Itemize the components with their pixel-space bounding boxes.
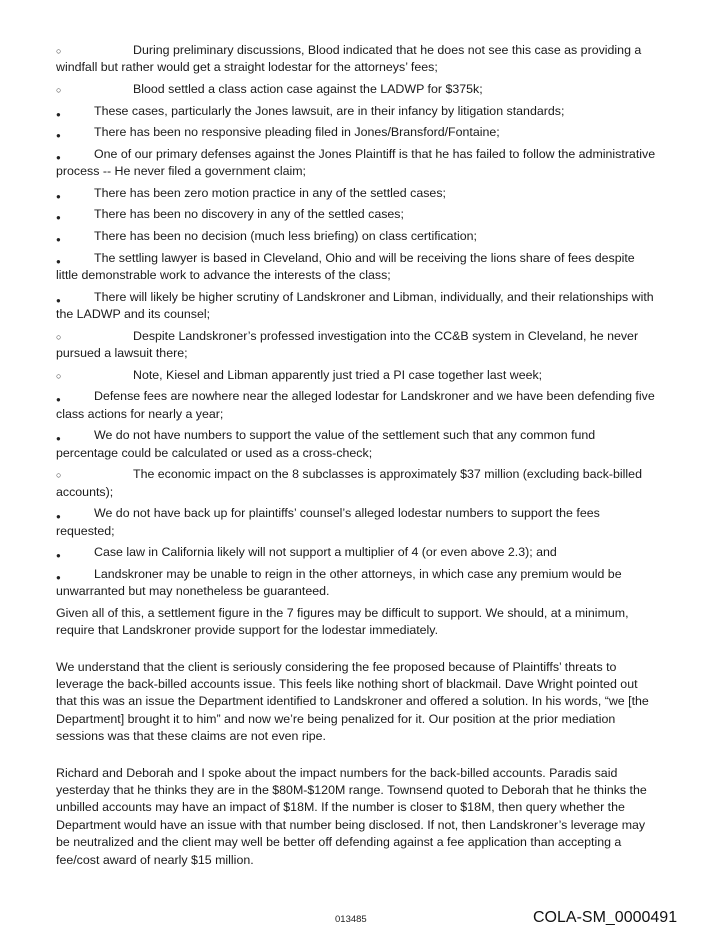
list-item bbox=[56, 505, 656, 540]
bullet-icon: ● bbox=[56, 395, 61, 405]
list-item bbox=[56, 544, 656, 561]
bullet-icon: ● bbox=[56, 295, 61, 305]
list-item-text: We do not have back up for plaintiffs’ counsel’s alleged lodestar numbers to support the fees requested; bbox=[56, 506, 600, 538]
list-item-text: We do not have numbers to support the value of the settlement such that any common fund percentage could be calculated or used as a cross-check; bbox=[56, 428, 596, 460]
list-item-text: Blood settled a class action case against the LADWP for $375k; bbox=[133, 82, 483, 96]
bullet-icon: ● bbox=[56, 213, 61, 223]
bullet-icon: ● bbox=[56, 234, 61, 244]
hollow-bullet-icon: ○ bbox=[56, 46, 62, 56]
list-item bbox=[56, 328, 656, 363]
paragraph-blackmail: We understand that the client is seriously considering the fee proposed because of Plaintiffs’ threats to leverage the back-billed accounts issue. This feels like nothing short of blackmail. Dave Wright pointed out that this was an issue the Department identified to Landskroner and offered a solution. In his words, “we [the Department] brought it to him” and now we’re being penalized for it. Our position at the prior mediation sessions was that these claims are not even ripe. bbox=[56, 659, 649, 744]
paragraph-impact-numbers: Richard and Deborah and I spoke about the impact numbers for the back-billed accounts. Paradis said yesterday that he thinks they are in the $80M-$120M range. Townsend quoted to Deborah that he thinks the unbilled accounts may have an impact of $18M. If the number is closer to $18M, then query whether the Department would have an issue with that number being disclosed. If not, then Landskroner’s leverage may be neutralized and the client may well be better off defending against a fee application than accepting a fee/cost award of nearly $15 million. bbox=[56, 765, 647, 867]
hollow-bullet-icon: ○ bbox=[56, 331, 62, 342]
list-item-text: Despite Landskroner’s professed investigation into the CC&B system in Cleveland, he never pursued a lawsuit there; bbox=[56, 328, 639, 360]
document-body bbox=[56, 42, 656, 869]
list-item-text: Note, Kiesel and Libman apparently just tried a PI case together last week; bbox=[133, 367, 543, 382]
list-item bbox=[56, 250, 656, 285]
list-item-text: One of our primary defenses against the Jones Plaintiff is that he has failed to follow the administrative process -- He never filed a government claim; bbox=[56, 146, 656, 179]
list-item bbox=[56, 81, 656, 98]
list-item-text: There has been no responsive pleading filed in Jones/Bransford/Fontaine; bbox=[94, 125, 500, 140]
bullet-icon: ● bbox=[56, 551, 61, 561]
list-item bbox=[56, 289, 656, 324]
list-item-text: Defense fees are nowhere near the alleged lodestar for Landskroner and we have been defending five class actions for nearly a year; bbox=[56, 389, 655, 421]
list-item-text: The settling lawyer is based in Cleveland, Ohio and will be receiving the lions share of fees despite little demonstrable work to advance the interests of the class; bbox=[56, 250, 635, 282]
list-item-text: Landskroner may be unable to reign in the other attorneys, in which case any premium would be unwarranted but may nonetheless be guaranteed. bbox=[56, 566, 622, 599]
bullet-icon: ● bbox=[56, 572, 61, 582]
bullet-icon: ● bbox=[56, 109, 61, 119]
list-item bbox=[56, 388, 656, 423]
list-item bbox=[56, 206, 656, 223]
list-item bbox=[56, 566, 656, 601]
list-item bbox=[56, 103, 656, 120]
list-item-text: The economic impact on the 8 subclasses is approximately $37 million (excluding back-billed accounts); bbox=[56, 467, 642, 499]
list-item-text: There will likely be higher scrutiny of Landskroner and Libman, individually, and their relationships with the LADWP and its counsel; bbox=[56, 289, 654, 321]
hollow-bullet-icon: ○ bbox=[56, 470, 62, 481]
list-item bbox=[56, 228, 656, 245]
list-item-text: Case law in California likely will not support a multiplier of 4 (or even above 2.3); and bbox=[94, 545, 557, 560]
list-item-text: There has been no decision (much less briefing) on class certification; bbox=[94, 228, 477, 243]
list-item-text: There has been no discovery in any of the settled cases; bbox=[94, 207, 404, 222]
bates-id: COLA-SM_0000491 bbox=[533, 909, 678, 926]
list-item-text: During preliminary discussions, Blood indicated that he does not see this case as providing a windfall but rather would get a straight lodestar for the attorneys’ fees; bbox=[56, 43, 642, 75]
bullet-icon: ● bbox=[56, 152, 61, 162]
paragraph-settlement: Given all of this, a settlement figure in the 7 figures may be difficult to support. We should, at a minimum, require that Landskroner provide support for the lodestar immediately. bbox=[56, 605, 629, 638]
bullet-icon: ● bbox=[56, 512, 61, 522]
bullet-list bbox=[56, 42, 656, 601]
bullet-icon: ● bbox=[56, 131, 61, 141]
bullet-icon: ● bbox=[56, 191, 61, 201]
bullet-icon: ● bbox=[56, 256, 61, 266]
list-item bbox=[56, 42, 656, 77]
hollow-bullet-icon: ○ bbox=[56, 370, 62, 381]
list-item bbox=[56, 367, 656, 384]
hollow-bullet-icon: ○ bbox=[56, 85, 62, 95]
list-item-text: These cases, particularly the Jones lawsuit, are in their infancy by litigation standards; bbox=[94, 103, 565, 118]
bates-number: 013485 bbox=[335, 914, 367, 925]
list-item bbox=[56, 185, 656, 202]
bullet-icon: ● bbox=[56, 434, 61, 444]
list-item-text: There has been zero motion practice in any of the settled cases; bbox=[94, 185, 446, 200]
list-item bbox=[56, 124, 656, 141]
list-item bbox=[56, 146, 656, 181]
list-item bbox=[56, 466, 656, 501]
list-item bbox=[56, 427, 656, 462]
